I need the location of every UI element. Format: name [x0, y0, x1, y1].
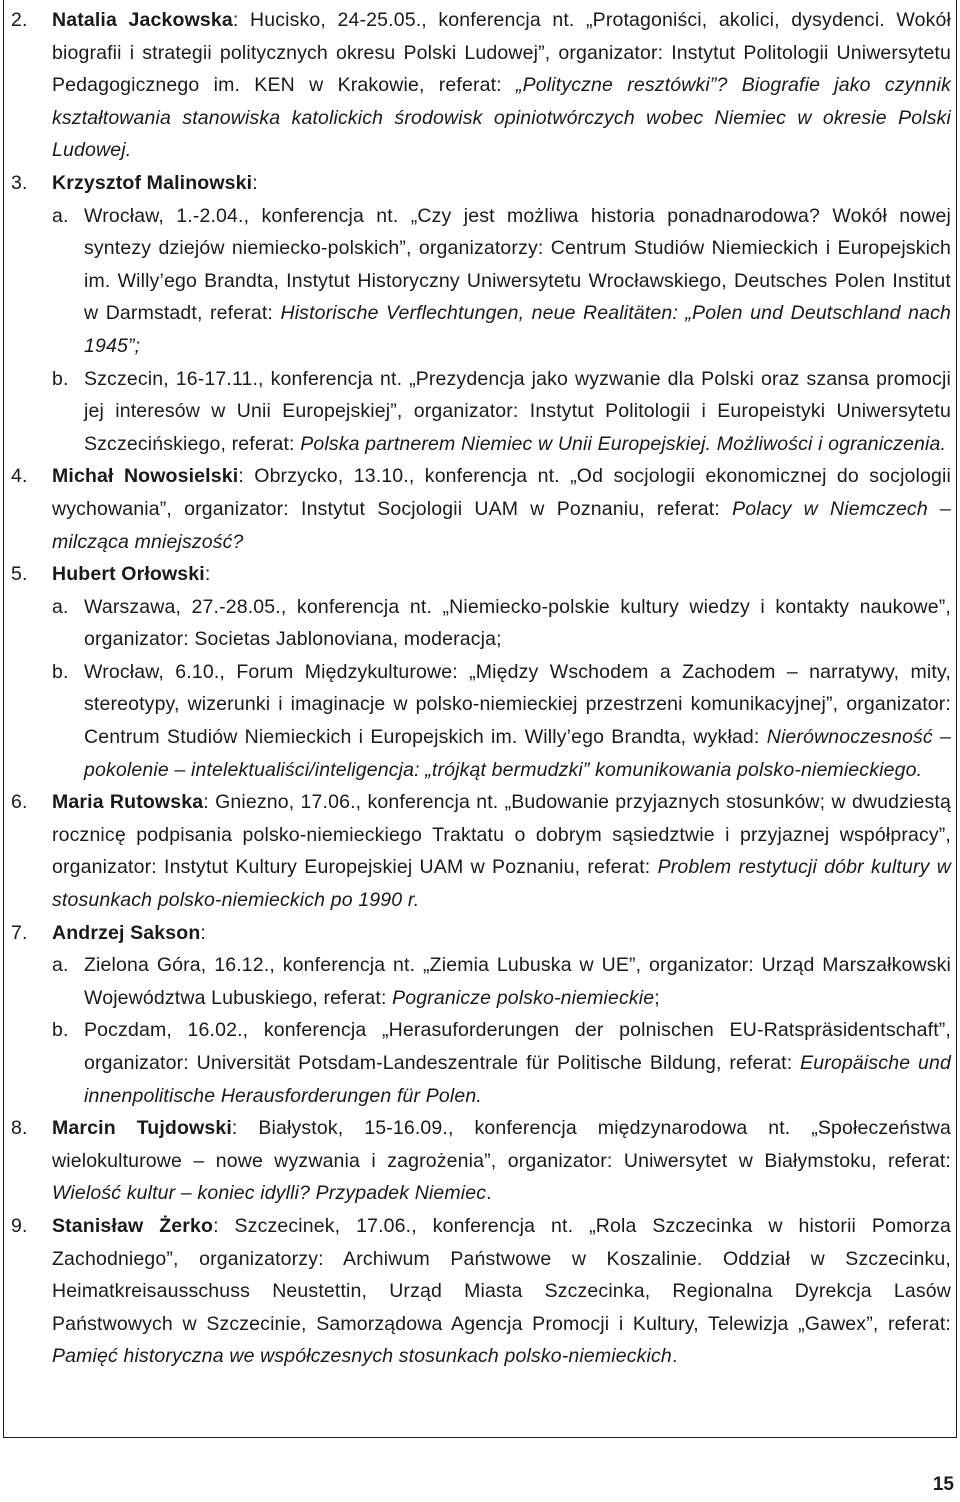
- sub-item-letter: a.: [52, 954, 69, 977]
- item-number: 6.: [11, 791, 28, 814]
- paper-title: Pamięć historyczna we współczesnych stosunkach polsko-niemieckich: [52, 1345, 672, 1368]
- paper-title: Europäische und innenpolitische Herausforderungen für Polen.: [84, 1052, 951, 1107]
- list-item: [7, 917, 951, 1113]
- author-name: Marcin Tujdowski: [52, 1117, 232, 1140]
- sub-item-text: Szczecin, 16-17.11., konferencja nt. „Prezydencja jako wyzwanie dla Polski oraz szansa promocji jej interesów w Unii Europejskiej”, organizator: Instytut Politologii i Europeistyki Uniwersytetu Szczecińskiego, referat: Polska partnerem Niemiec w Unii Europejskiej. Możliwości i ograniczenia.: [84, 367, 951, 455]
- sub-item-letter: b.: [52, 660, 69, 683]
- author-name: Krzysztof Malinowski: [52, 171, 253, 194]
- paper-title: Problem restytucji dóbr kultury w stosunkach polsko-niemieckich po 1990 r.: [52, 856, 951, 912]
- sub-item: [52, 363, 951, 461]
- author-name: Andrzej Sakson: [52, 921, 201, 944]
- list-item: [7, 460, 951, 558]
- paper-title: Historische Verflechtungen, neue Realitäten: „Polen und Deutschland nach 1945”;: [84, 302, 951, 357]
- list-item: [7, 1210, 951, 1373]
- item-text: Natalia Jackowska: Hucisko, 24-25.05., konferencja nt. „Protagoniści, akolici, dysydenci. Wokół biografii i strategii politycznych okresu Polski Ludowej”, organizator: Instytut Politologii Uniwersytetu Pedagogicznego im. KEN w Krakowie, referat: „Polityczne resztówki”? Biografie jako czynnik kształtowania stanowiska katolickich środowisk opiniotwórczych wobec Niemiec w okresie Polski Ludowej.: [52, 9, 951, 162]
- paper-title: Pogranicze polsko-niemieckie: [392, 986, 655, 1009]
- list-item: [7, 1112, 951, 1210]
- item-number: 3.: [11, 171, 28, 194]
- item-text: Andrzej Sakson:: [52, 921, 206, 944]
- author-name: Michał Nowosielski: [52, 465, 239, 488]
- item-number: 9.: [11, 1214, 28, 1237]
- paper-title: Polacy w Niemczech – milcząca mniejszość?: [52, 497, 951, 553]
- author-name: Stanisław Żerko: [52, 1214, 214, 1237]
- sub-item: [52, 200, 951, 363]
- item-text: Marcin Tujdowski: Białystok, 15-16.09., konferencja międzynarodowa nt. „Społeczeństwa wielokulturowe – nowe wyzwania i zagrożenia”, organizator: Uniwersytet w Białymstoku, referat: Wielość kultur – koniec idylli? Przypadek Niemiec.: [52, 1117, 951, 1205]
- sub-item: [52, 656, 951, 786]
- paper-title: Polska partnerem Niemiec w Unii Europejskiej. Możliwości i ograniczenia.: [300, 432, 947, 455]
- item-number: 5.: [11, 563, 28, 586]
- item-number: 7.: [11, 921, 28, 944]
- page-number: 15: [932, 1474, 954, 1495]
- sub-item-letter: a.: [52, 595, 69, 618]
- sub-item: [52, 949, 951, 1014]
- item-text: Maria Rutowska: Gniezno, 17.06., konferencja nt. „Budowanie przyjaznych stosunków; w dwudziestą rocznicę podpisania polsko-niemieckiego Traktatu o dobrym sąsiedztwie i przyjaznej współpracy”, organizator: Instytut Kultury Europejskiej UAM w Poznaniu, referat: Problem restytucji dóbr kultury w stosunkach polsko-niemieckich po 1990 r.: [52, 791, 951, 912]
- sub-item-text: Wrocław, 1.-2.04., konferencja nt. „Czy jest możliwa historia ponadnarodowa? Wokół nowej syntezy dziejów niemiecko-polskich”, organizatorzy: Centrum Studiów Niemieckich i Europejskich im. Willy’ego Brandta, Instytut Historyczny Uniwersytetu Wrocławskiego, Deutsches Polen Institut w Darmstadt, referat: Historische Verflechtungen, neue Realitäten: „Polen und Deutschland nach 1945”;: [84, 204, 951, 357]
- sub-item: [52, 1014, 951, 1112]
- sub-item-text: Wrocław, 6.10., Forum Międzykulturowe: „Między Wschodem a Zachodem – narratywy, mity, stereotypy, wizerunki i imaginacje w polsko-niemieckiej przestrzeni komunikacyjnej”, organizator: Centrum Studiów Niemieckich i Europejskich im. Willy’ego Brandta, wykład: Nierównoczesność – pokolenie – intelektualiści/inteligencja: „trójkąt bermudzki” komunikowania polsko-niemieckiego.: [84, 660, 951, 781]
- paper-title: Nierównoczesność – pokolenie – intelektualiści/inteligencja: „trójkąt bermudzki” komunikowania polsko-niemieckiego.: [84, 726, 951, 781]
- sub-item: [52, 591, 951, 656]
- sub-item-text: Zielona Góra, 16.12., konferencja nt. „Ziemia Lubuska w UE”, organizator: Urząd Marszałkowski Województwa Lubuskiego, referat: Pogranicze polsko-niemieckie;: [84, 954, 951, 1009]
- author-name: Hubert Orłowski: [52, 563, 205, 586]
- list-item: [7, 558, 951, 786]
- item-text: Krzysztof Malinowski:: [52, 171, 258, 194]
- item-number: 4.: [11, 465, 28, 488]
- item-text: Hubert Orłowski:: [52, 563, 211, 586]
- sub-item-letter: b.: [52, 367, 69, 390]
- sub-item-letter: b.: [52, 1019, 69, 1042]
- author-name: Natalia Jackowska: [52, 9, 233, 31]
- sub-item-letter: a.: [52, 204, 69, 227]
- paper-title: Wielość kultur – koniec idylli? Przypadek Niemiec: [52, 1182, 487, 1205]
- item-text: Michał Nowosielski: Obrzycko, 13.10., konferencja nt. „Od socjologii ekonomicznej do socjologii wychowania”, organizator: Instytut Socjologii UAM w Poznaniu, referat: Polacy w Niemczech – milcząca mniejszość?: [52, 465, 951, 553]
- sub-item-text: Warszawa, 27.-28.05., konferencja nt. „Niemiecko-polskie kultury wiedzy i kontakty naukowe”, organizator: Societas Jablonoviana, moderacja;: [84, 595, 951, 651]
- item-number: 2.: [11, 9, 28, 31]
- list-item: [7, 786, 951, 916]
- conference-list: [7, 4, 951, 1373]
- paper-title: „Polityczne resztówki”? Biografie jako czynnik kształtowania stanowiska katolickich środowisk opiniotwórczych wobec Niemiec w okresie Polski Ludowej.: [52, 74, 951, 162]
- item-number: 8.: [11, 1117, 28, 1140]
- author-name: Maria Rutowska: [52, 791, 204, 814]
- item-text: Stanisław Żerko: Szczecinek, 17.06., konferencja nt. „Rola Szczecinka w historii Pomorza Zachodniego”, organizatorzy: Archiwum Państwowe w Koszalinie. Oddział w Szczecinku, Heimatkreisausschuss Neustettin, Urząd Miasta Szczecinka, Regionalna Dyrekcja Lasów Państwowych w Szczecinie, Samorządowa Agencja Promocji i Kultury, Telewizja „Gawex”, referat: Pamięć historyczna we współczesnych stosunkach polsko-niemieckich.: [52, 1214, 952, 1368]
- list-item: [7, 4, 951, 167]
- list-item: [7, 167, 951, 460]
- sub-item-text: Poczdam, 16.02., konferencja „Herasuforderungen der polnischen EU-Ratspräsidentschaft”, organizator: Universität Potsdam-Landeszentrale für Politische Bildung, referat: Europäische und innenpolitische Herausforderungen für Polen.: [84, 1019, 951, 1107]
